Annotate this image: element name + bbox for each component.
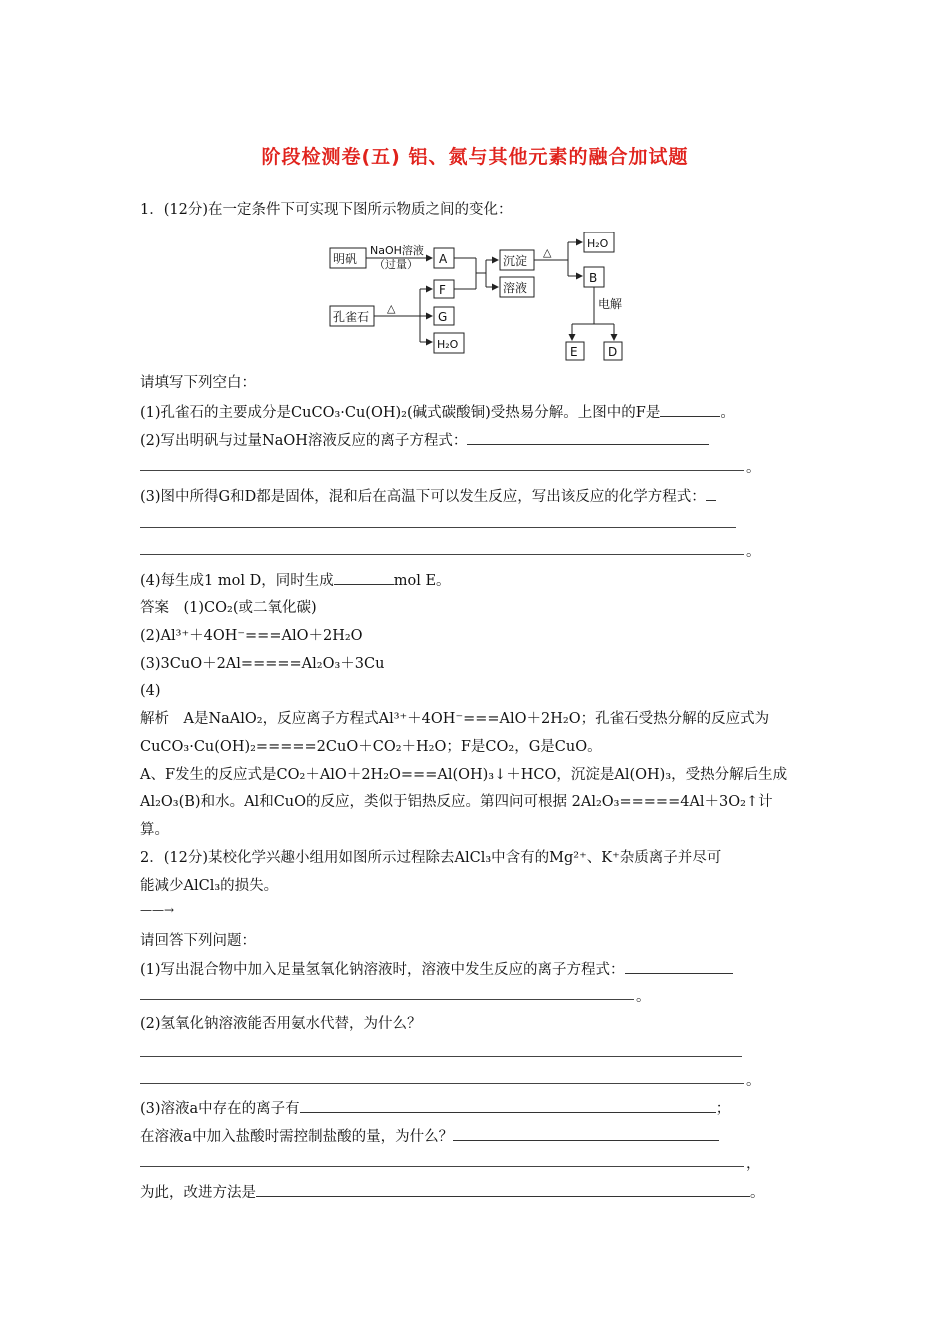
node-h2o-1: H₂O: [587, 237, 609, 250]
q2-part3: [140, 1098, 730, 1119]
q2-part2: (2)氢氧化钠溶液能否用氨水代替，为什么？: [140, 1016, 422, 1032]
q2-part3-blank[interactable]: [300, 1098, 716, 1113]
q2-part3b: [140, 1126, 719, 1147]
node-F: F: [439, 283, 446, 297]
q1-part2-text: (2)写出明矾与过量NaOH溶液反应的离子方程式：: [140, 433, 468, 449]
node-chendian: 沉淀: [503, 254, 528, 268]
q1-answer-3: (3)3CuO＋2Al=====Al₂O₃＋3Cu: [140, 656, 385, 672]
node-mingfan: 明矾: [333, 252, 358, 266]
q2-part3c-text: 为此，改进方法是: [140, 1185, 256, 1201]
q1-flow-diagram: [0, 232, 950, 362]
q1-part3-text: (3)图中所得G和D都是固体，混和后在高温下可以发生反应，写出该反应的化学方程式：: [140, 489, 706, 505]
q2-part3b-answer-line[interactable]: [140, 1166, 744, 1167]
q2-part3b-text: 在溶液a中加入盐酸时需控制盐酸的量，为什么？: [140, 1129, 454, 1145]
q1-part4-text-a: (4)每生成1 mol D，同时生成: [140, 573, 334, 589]
q1-part3-answer-line-2[interactable]: [140, 554, 744, 555]
q2-part3c-end: 。: [750, 1185, 765, 1201]
q2-part1: [140, 959, 733, 980]
q1-analysis-3: A、F发生的反应式是CO₂＋AlO＋2H₂O===Al(OH)₃↓＋HCO，沉淀是Al(OH)₃，受热分解后生成: [140, 767, 788, 783]
q1-analysis-2: CuCO₃·Cu(OH)₂=====2CuO＋CO₂＋H₂O；F是CO₂，G是CuO。: [140, 739, 602, 755]
q2-part2-end: 。: [746, 1073, 761, 1089]
q2-part1-answer-line[interactable]: [140, 999, 634, 1000]
q2-part3c-blank[interactable]: [256, 1182, 750, 1197]
q1-answer-2: (2)Al³⁺＋4OH⁻===AlO＋2H₂O: [140, 628, 363, 644]
q2-part2-answer-line-2[interactable]: [140, 1083, 744, 1084]
q2-stem-1: 2．(12分)某校化学兴趣小组用如图所示过程除去AlCl₃中含有的Mg²⁺、K⁺杂质离子并尽可: [140, 850, 722, 866]
q2-part3c: [140, 1182, 765, 1203]
node-E: E: [570, 345, 578, 359]
q2-prompt: 请回答下列问题：: [140, 933, 256, 949]
q2-stem-2: 能减少AlCl₃的损失。: [140, 878, 279, 894]
q1-part1-text: (1)孔雀石的主要成分是CuCO₃·Cu(OH)₂(碱式碳酸铜)受热易分解。上图中的F是: [140, 405, 661, 421]
q2-part3b-end: ，: [746, 1156, 761, 1172]
q2-part3-end: ；: [715, 1101, 731, 1117]
q2-part1-text: (1)写出混合物中加入足量氢氧化钠溶液时，溶液中发生反应的离子方程式：: [140, 962, 625, 978]
q1-part2-blank[interactable]: [467, 430, 709, 445]
q1-part4-text-b: mol E。: [393, 573, 451, 589]
label-dianjie: 电解: [598, 297, 623, 311]
q1-part3-answer-line-1[interactable]: [140, 527, 736, 528]
q2-part3-text: (3)溶液a中存在的离子有: [140, 1101, 300, 1117]
q1-part1: [140, 402, 735, 423]
node-rongye: 溶液: [503, 281, 528, 295]
q1-part3: [140, 486, 716, 507]
q1-part3-blank[interactable]: [706, 486, 716, 501]
q1-answer-4: (4): [140, 683, 161, 699]
q1-part2-answer-line[interactable]: [140, 470, 744, 471]
q1-answer-1: 答案 (1)CO₂(或二氧化碳): [140, 600, 317, 616]
q1-analysis-4: Al₂O₃(B)和水。Al和CuO的反应，类似于铝热反应。第四问可根据 2Al₂O₃=====4Al＋3O₂↑计: [140, 794, 773, 810]
delta-2: △: [387, 302, 396, 315]
q1-part1-end: 。: [720, 405, 735, 421]
q1-part2-end: 。: [746, 460, 761, 476]
q2-arrow: ——→: [140, 903, 175, 917]
q2-part1-blank[interactable]: [625, 959, 733, 974]
q1-part2: [140, 430, 709, 451]
node-G: G: [438, 310, 448, 324]
node-h2o-2: H₂O: [437, 338, 459, 351]
q1-stem: 1．(12分)在一定条件下可实现下图所示物质之间的变化：: [140, 202, 513, 218]
node-A: A: [439, 252, 448, 266]
q1-analysis-5: 算。: [140, 822, 169, 838]
q2-part1-end: 。: [636, 989, 651, 1005]
delta-1: △: [543, 246, 552, 259]
q1-analysis-1: 解析 A是NaAlO₂，反应离子方程式Al³⁺＋4OH⁻===AlO＋2H₂O；孔雀石受热分解的反应式为: [140, 711, 770, 727]
label-guoliang: （过量）: [374, 258, 418, 271]
q1-prompt: 请填写下列空白：: [140, 375, 256, 391]
q1-part4: [140, 570, 451, 591]
q2-part3b-blank[interactable]: [453, 1126, 719, 1141]
node-B: B: [589, 271, 598, 285]
node-D: D: [608, 345, 618, 359]
q1-part4-blank[interactable]: [334, 570, 394, 585]
q1-part1-blank[interactable]: [660, 402, 720, 417]
q2-part2-answer-line-1[interactable]: [140, 1056, 742, 1057]
page-title: 阶段检测卷(五) 铝、氮与其他元素的融合加试题: [261, 146, 689, 168]
label-naoh: NaOH溶液: [370, 244, 424, 257]
node-kongqueshi: 孔雀石: [333, 310, 370, 324]
q1-part3-end: 。: [746, 544, 761, 560]
